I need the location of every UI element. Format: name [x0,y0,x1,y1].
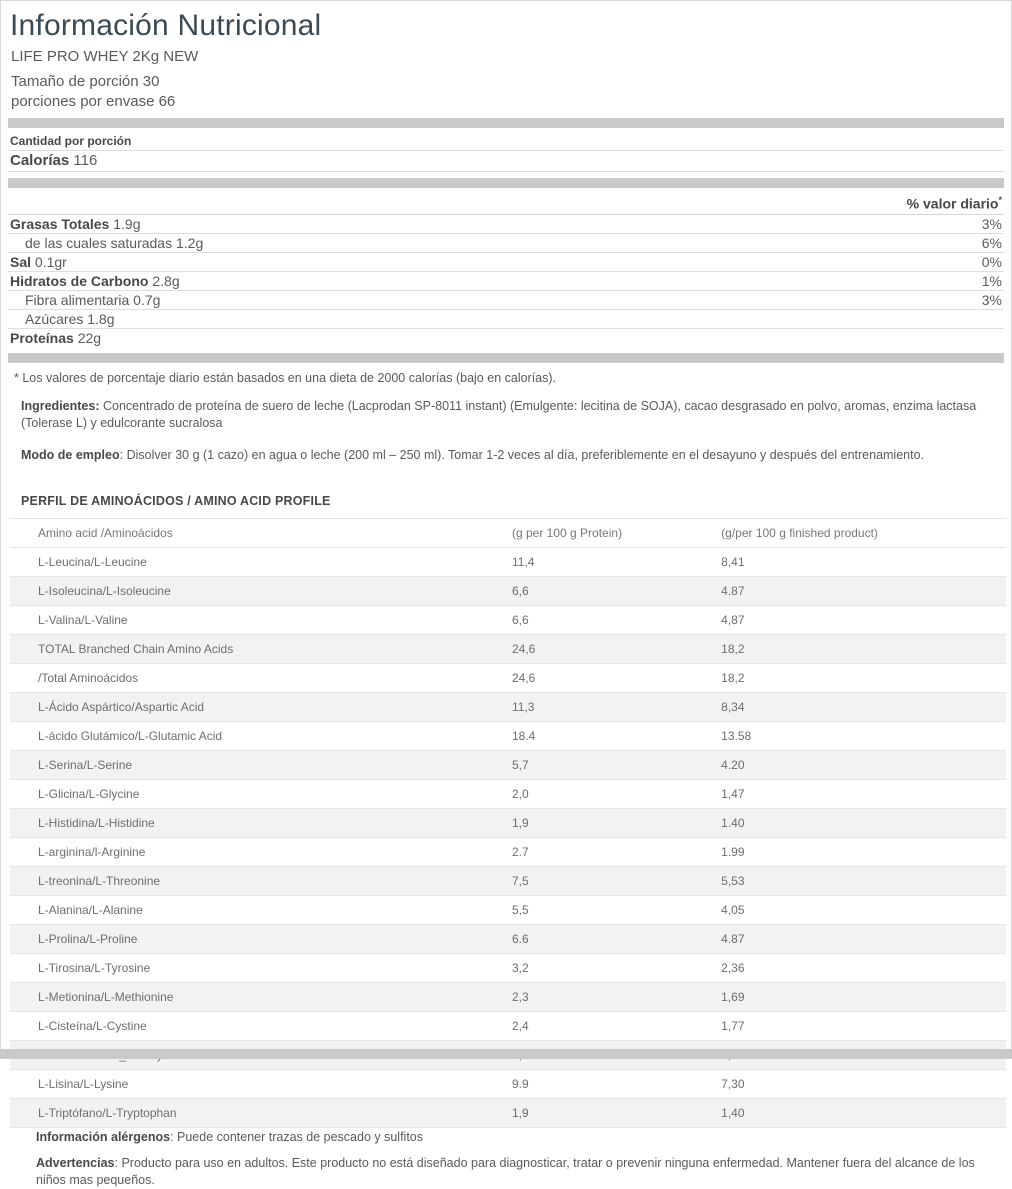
amino-row [10,924,1006,953]
nutrient-daily-value: 3% [981,215,1002,232]
nutrition-row [8,234,1004,253]
amino-per-100g-product: 4.87 [717,576,1006,605]
nutrition-row [8,272,1004,291]
amino-row [10,837,1006,866]
nutrient-daily-value: 0% [981,253,1002,270]
allergens-paragraph [36,1129,1000,1146]
nutrition-row [8,310,1004,329]
warnings-label: Advertencias [36,1155,115,1170]
nutrition-row [8,215,1004,234]
amino-per-100g-protein: 24,6 [508,634,717,663]
amino-table-body [10,547,1006,1127]
amino-row [10,721,1006,750]
amino-per-100g-product: 7,30 [717,1069,1006,1098]
amino-name: L-Serina/L-Serine [10,750,508,779]
divider-bar-calories [8,178,1004,188]
daily-value-header-text: % valor diario [906,195,999,212]
divider-bar-top [8,118,1004,128]
page-title: Información Nutricional [10,9,322,42]
ingredients-paragraph [21,398,1000,432]
amino-per-100g-product: 4,05 [717,895,1006,924]
amino-per-100g-protein: 2,0 [508,779,717,808]
amino-per-100g-protein: 3,2 [508,953,717,982]
amino-name: TOTAL Branched Chain Amino Acids [10,634,508,663]
amino-name: L-ácido Glutámico/L-Glutamic Acid [10,721,508,750]
amino-name: L-Triptófano/L-Tryptophan [10,1098,508,1127]
divider-bar-bottom [8,353,1004,363]
nutrient-label: Grasas Totales 1.9g [10,215,141,232]
amino-per-100g-product: 1,47 [717,779,1006,808]
amino-per-100g-protein: 1,9 [508,808,717,837]
usage-paragraph [21,447,1000,464]
amino-col-per-protein: (g per 100 g Protein) [508,518,717,547]
amino-per-100g-protein: 9.9 [508,1069,717,1098]
amino-name: L-Valina/L-Valine [10,605,508,634]
amino-per-100g-product: 1.40 [717,808,1006,837]
warnings-text: : Producto para uso en adultos. Este producto no está diseñado para diagnosticar, tratar o prevenir ninguna enfermedad. Mantener fuera del alcance de los niños mas pequeños. [36,1155,975,1187]
nutrition-rows [8,215,1004,347]
amino-per-100g-protein: 7,5 [508,866,717,895]
ingredients-label: Ingredientes: [21,398,100,413]
amino-row [10,1098,1006,1127]
amino-name: L-Lisina/L-Lysine [10,1069,508,1098]
ingredients-text: Concentrado de proteína de suero de leche (Lacprodan SP-8011 instant) (Emulgente: lecitina de SOJA), cacao desgrasado en polvo, aromas, enzima lactasa (Tolerase L) y edulcorante sucralosa [21,398,977,430]
amino-acid-table [10,518,1006,1128]
product-name: LIFE PRO WHEY 2Kg NEW [11,48,199,65]
usage-label: Modo de empleo [21,447,120,462]
daily-value-asterisk: * [998,195,1002,205]
amino-row [10,982,1006,1011]
amino-per-100g-product: 1,40 [717,1098,1006,1127]
daily-value-footnote: * Los valores de porcentaje diario están basados en una dieta de 2000 calorías (bajo en calorías). [14,370,557,385]
calories-value: 116 [73,152,98,169]
amino-per-100g-product: 1,77 [717,1011,1006,1040]
amino-row [10,895,1006,924]
amino-per-100g-product: 18,2 [717,634,1006,663]
nutrient-daily-value: 6% [981,234,1002,251]
nutrient-label: Sal 0.1gr [10,253,67,270]
amino-col-name: Amino acid /Aminoácidos [10,518,508,547]
amino-name: L-Metionina/L-Methionine [10,982,508,1011]
amino-per-100g-product: 4.20 [717,750,1006,779]
amino-per-100g-product: 8,41 [717,547,1006,576]
nutrition-row [8,253,1004,272]
nutrition-row [8,291,1004,310]
amino-per-100g-protein: 11,4 [508,547,717,576]
amino-row [10,779,1006,808]
amino-col-per-product: (g/per 100 g finished product) [717,518,1006,547]
amino-per-100g-product: 8,34 [717,692,1006,721]
amino-per-100g-protein: 2.7 [508,837,717,866]
amino-row [10,808,1006,837]
amino-name: L-arginina/l-Arginine [10,837,508,866]
amino-name: L-Isoleucina/L-Isoleucine [10,576,508,605]
amino-per-100g-protein: 2,4 [508,1011,717,1040]
amino-per-100g-protein: 24,6 [508,663,717,692]
amino-per-100g-protein: 6.6 [508,924,717,953]
nutrient-label: Azúcares 1.8g [25,310,115,327]
allergens-label: Información alérgenos [36,1129,171,1144]
bottom-divider-bar [0,1049,1012,1059]
amino-per-100g-protein: 5,7 [508,750,717,779]
amino-row [10,1011,1006,1040]
amino-per-100g-protein: 11,3 [508,692,717,721]
amino-row [10,1069,1006,1098]
amino-name: L-Alanina/L-Alanine [10,895,508,924]
amino-per-100g-protein: 18.4 [508,721,717,750]
calories-row [8,151,1004,172]
amino-row [10,663,1006,692]
allergens-text: : Puede contener trazas de pescado y sulfitos [170,1129,423,1144]
nutrient-daily-value: 3% [981,291,1002,308]
amino-table-header-row [10,518,1006,547]
servings-per-container: porciones por envase 66 [11,93,176,110]
amino-per-100g-product: 4.87 [717,924,1006,953]
amino-row [10,866,1006,895]
amino-per-100g-protein: 2,3 [508,982,717,1011]
amino-per-100g-product: 1,69 [717,982,1006,1011]
amino-row [10,750,1006,779]
usage-text: : Disolver 30 g (1 cazo) en agua o leche (200 ml – 250 ml). Tomar 1-2 veces al día, preferiblemente en el desayuno y después del entrenamiento. [119,447,925,462]
amino-row [10,692,1006,721]
amino-name: L-Prolina/L-Proline [10,924,508,953]
nutrient-label: Hidratos de Carbono 2.8g [10,272,180,289]
daily-value-header [8,193,1004,215]
amino-per-100g-protein: 1,9 [508,1098,717,1127]
amino-name: /Total Aminoácidos [10,663,508,692]
nutrient-label: Fibra alimentaria 0.7g [25,291,161,308]
amino-row [10,576,1006,605]
amino-name: L-Tirosina/L-Tyrosine [10,953,508,982]
nutrient-label: de las cuales saturadas 1.2g [25,234,204,251]
amino-row [10,953,1006,982]
amino-name: L-Glicina/L-Glycine [10,779,508,808]
amino-per-100g-product: 5,53 [717,866,1006,895]
amino-row [10,605,1006,634]
amino-name: L-treonina/L-Threonine [10,866,508,895]
nutrient-daily-value: 1% [981,272,1002,289]
amino-row [10,634,1006,663]
amino-name: L-Histidina/L-Histidine [10,808,508,837]
amino-name: L-Leucina/L-Leucine [10,547,508,576]
amino-per-100g-protein: 6,6 [508,605,717,634]
amino-per-100g-product: 2,36 [717,953,1006,982]
serving-size: Tamaño de porción 30 [11,73,160,90]
amino-name: L-Cisteína/L-Cystine [10,1011,508,1040]
amino-per-100g-product: 18,2 [717,663,1006,692]
amount-per-serving-label: Cantidad por porción [8,133,1004,151]
amino-per-100g-protein: 5,5 [508,895,717,924]
nutrition-row [8,329,1004,347]
warnings-paragraph [36,1155,1000,1189]
amino-profile-title: PERFIL DE AMINOÁCIDOS / AMINO ACID PROFILE [21,493,331,508]
amino-per-100g-protein: 6,6 [508,576,717,605]
nutrient-label: Proteínas 22g [10,329,102,346]
calories-label: Calorías [10,152,70,169]
amino-per-100g-product: 1.99 [717,837,1006,866]
amino-per-100g-product: 4,87 [717,605,1006,634]
amino-per-100g-product: 13.58 [717,721,1006,750]
amino-row [10,547,1006,576]
amino-name: L-Ácido Aspártico/Aspartic Acid [10,692,508,721]
